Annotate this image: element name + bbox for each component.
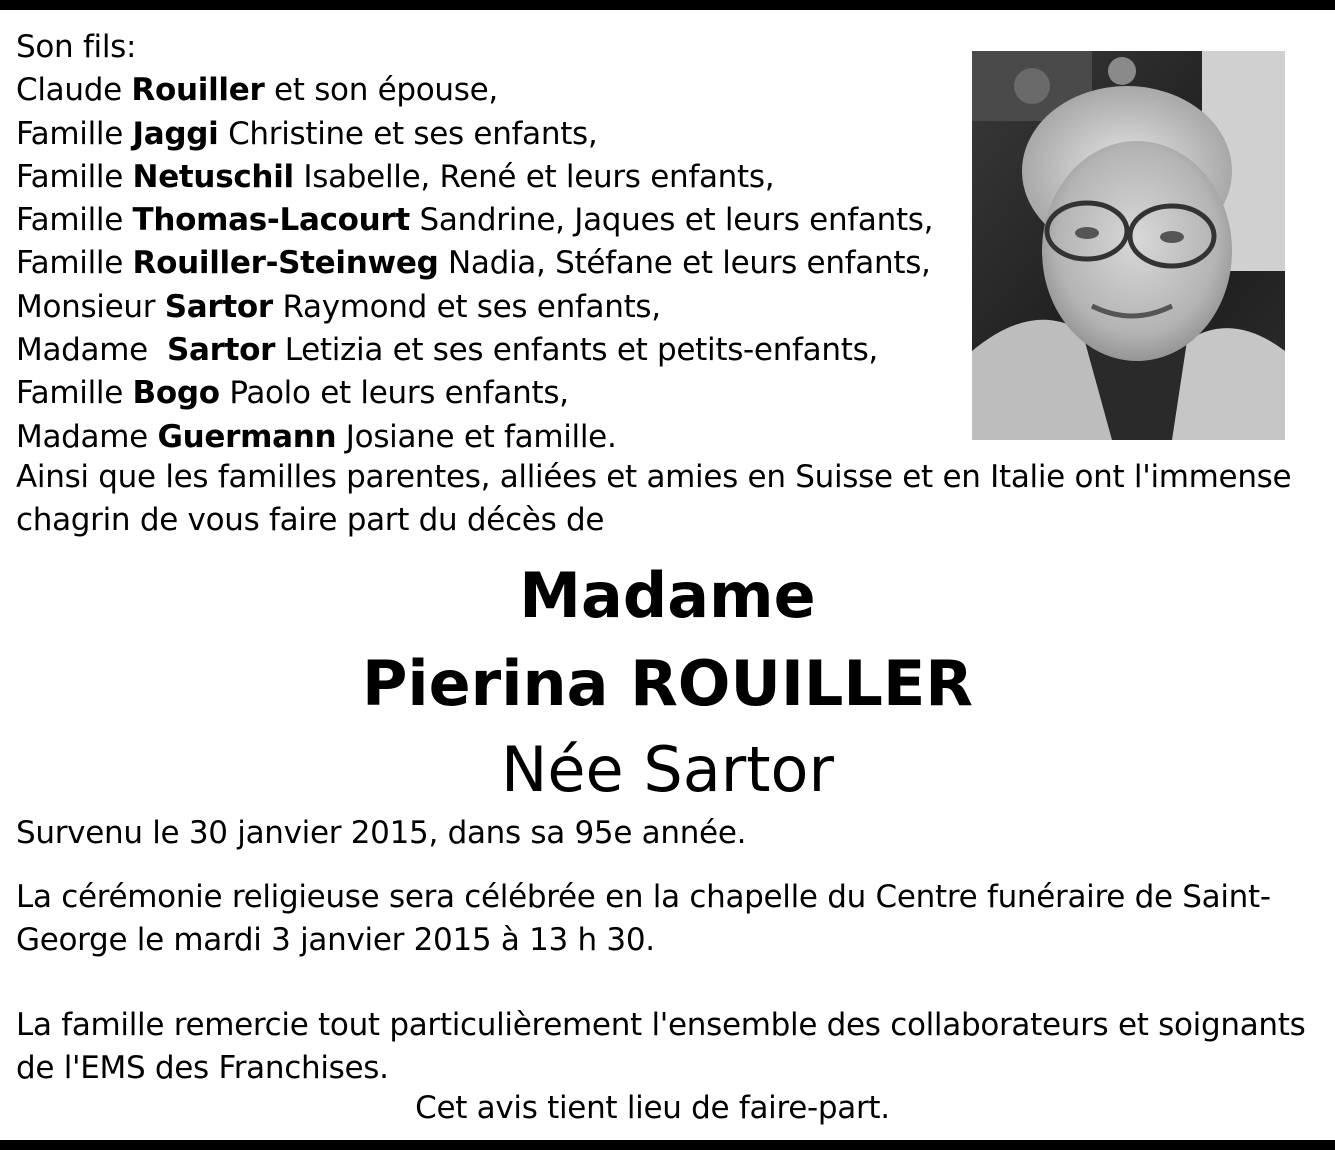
family-member: Claude Rouiller et son épouse, [16, 72, 498, 109]
bottom-rule [0, 1140, 1335, 1150]
family-header: Son fils: [16, 29, 137, 65]
family-member: Famille Rouiller-Steinweg Nadia, Stéfane et leurs enfants, [16, 245, 931, 282]
family-member: Famille Netuschil Isabelle, René et leurs enfants, [16, 158, 775, 195]
family-member: Famille Jaggi Christine et ses enfants, [16, 115, 598, 152]
family-member: Madame Guermann Josiane et famille. [16, 418, 617, 455]
deceased-maiden-name: Née Sartor [501, 733, 834, 806]
family-list [16, 26, 956, 459]
deceased-name: Pierina ROUILLER [361, 647, 974, 720]
closing-note: Cet avis tient lieu de faire-part. [415, 1090, 890, 1126]
family-member: Famille Bogo Paolo et leurs enfants, [16, 375, 569, 412]
intro-text: Ainsi que les familles parentes, alliées et amies en Suisse et en Italie ont l'immense chagrin de vous faire part du décès de [16, 459, 1292, 538]
thanks-text: La famille remercie tout particulièrement l'ensemble des collaborateurs et soignants de l'EMS des Franchises. [16, 1007, 1306, 1086]
top-rule [0, 0, 1335, 10]
portrait-photo [972, 51, 1285, 440]
family-member: Famille Thomas-Lacourt Sandrine, Jaques et leurs enfants, [16, 202, 934, 239]
ceremony-info: La cérémonie religieuse sera célébrée en la chapelle du Centre funéraire de Saint-George le mardi 3 janvier 2015 à 13 h 30. [16, 879, 1271, 958]
deceased-title: Madame [519, 559, 816, 632]
portrait-illustration [972, 51, 1285, 440]
family-member: Madame Sartor Letizia et ses enfants et petits-enfants, [16, 332, 878, 369]
date-of-death: Survenu le 30 janvier 2015, dans sa 95e année. [16, 815, 747, 851]
family-member: Monsieur Sartor Raymond et ses enfants, [16, 288, 661, 325]
